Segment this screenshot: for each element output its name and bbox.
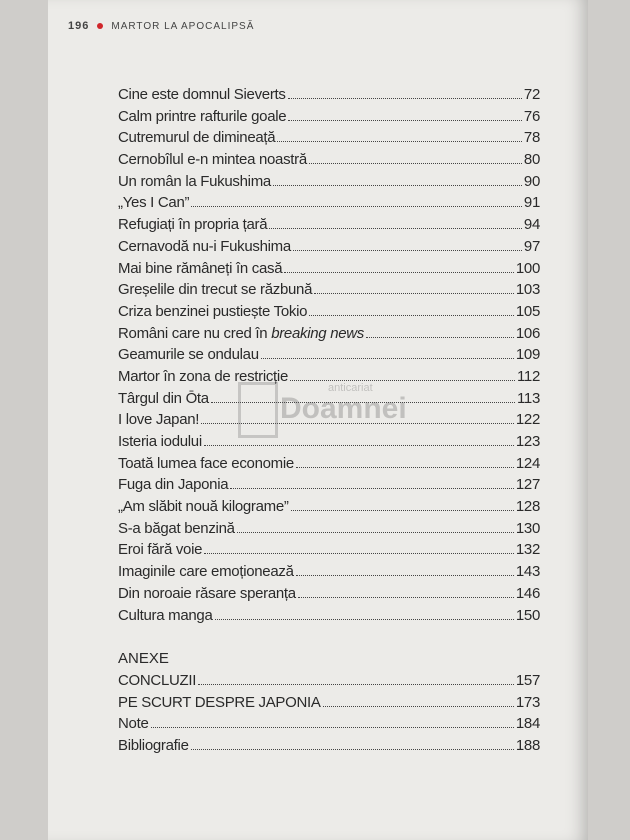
toc-page-number: 143 [515,563,540,581]
toc-row [118,455,540,477]
toc-title: Cultura manga [118,606,213,624]
toc-page-number: 94 [523,216,540,234]
dot-leader [277,141,522,142]
toc-page-number: 80 [523,151,540,169]
toc-title: Bibliografie [118,736,189,754]
toc-row [118,346,540,368]
toc-title: Eroi fără voie [118,541,203,559]
toc-page-number: 90 [523,172,540,190]
dot-leader [237,532,514,533]
dot-leader [230,488,514,489]
toc-title: I love Japan! [118,411,200,429]
toc-row [118,715,540,737]
dot-leader [323,706,514,707]
toc-title: Toată lumea face economie [118,454,294,472]
toc-title: Geamurile se ondulau [118,346,259,364]
dot-leader [273,185,522,186]
toc-row [118,585,540,607]
toc-page-number: 113 [516,389,540,407]
book-page [48,0,588,840]
toc-row [118,476,540,498]
dot-leader [309,163,522,164]
toc-page-number: 97 [523,237,540,255]
toc-title: Note [118,715,149,733]
page-number: 196 [68,20,90,32]
dot-leader [298,597,514,598]
toc-title: Calm printre rafturile goale [118,107,287,125]
red-dot-icon [97,23,103,29]
toc-row [118,737,540,759]
toc-page-number: 106 [515,324,540,342]
toc-title: „Am slăbit nouă kilograme” [118,498,289,516]
toc-page-number: 150 [515,606,540,624]
toc-row [118,173,540,195]
watermark-logo [238,382,438,442]
dot-leader [288,120,522,121]
section-heading: ANEXE [118,650,169,668]
toc-row [118,672,540,694]
toc-title: Din noroaie răsare speranța [118,584,296,602]
toc-title: Români care nu cred în breaking news [118,324,365,342]
toc-row [118,303,540,325]
toc-title: Cutremurul de dimineață [118,129,276,147]
toc-title: Criza benzinei pustiește Tokio [118,302,308,320]
toc-row [118,520,540,542]
toc-page-number: 100 [515,259,540,277]
dot-leader [215,619,514,620]
toc-title: Cernavodă nu-i Fukushima [118,237,291,255]
dot-leader [288,98,522,99]
toc-title: Imaginile care emoționează [118,563,294,581]
toc-title: Isteria iodului [118,433,202,450]
toc-title-italic: breaking news [271,324,365,342]
toc-row [118,260,540,282]
dot-leader [296,467,514,468]
toc-row [118,238,540,260]
toc-row [118,194,540,216]
toc-row [118,541,540,563]
toc-page-number: 78 [523,129,540,147]
toc-row [118,281,540,303]
dot-leader [309,315,514,316]
toc-page-number: 109 [515,346,540,364]
toc-title: Fuga din Japonia [118,476,229,494]
dot-leader [151,727,514,728]
toc-page-number: 184 [515,715,540,733]
toc-title: S-a băgat benzină [118,519,235,537]
toc-row [118,607,540,629]
toc-page-number: 128 [515,498,540,516]
toc-page-number: 123 [515,433,540,450]
toc-entries [118,86,540,628]
dot-leader [293,250,522,251]
toc-page-number: 103 [515,281,540,299]
toc-row [118,151,540,173]
toc-page-number: 72 [523,86,540,103]
toc-title: Mai bine rămâneți în casă [118,259,283,277]
running-header [68,20,254,32]
toc-page-number: 112 [516,367,540,385]
toc-page-number: 105 [515,302,540,320]
toc-row [118,86,540,108]
dot-leader [198,684,514,685]
toc-row [118,129,540,151]
dot-leader [204,553,514,554]
toc-title: Un român la Fukushima [118,172,271,190]
watermark-line1: anticariat [328,382,373,394]
dot-leader [291,510,514,511]
toc-title: Târgul din Ōta [118,389,209,407]
toc-row [118,498,540,520]
toc-page-number: 127 [515,476,540,494]
dot-leader [314,293,514,294]
toc-title: Refugiați în propria țară [118,216,268,234]
dot-leader [269,228,522,229]
toc-row [118,694,540,716]
toc-title: PE SCURT DESPRE JAPONIA [118,693,321,711]
dot-leader [284,272,514,273]
toc-page-number: 91 [523,194,540,212]
annex-entries [118,672,540,759]
toc-page-number: 130 [515,519,540,537]
toc-page-number: 122 [515,411,540,429]
toc-page-number: 173 [515,693,540,711]
toc-row [118,216,540,238]
toc-title: Greșelile din trecut se răzbună [118,281,313,299]
dot-leader [261,358,514,359]
toc-page-number: 157 [515,671,540,689]
toc-page-number: 124 [515,454,540,472]
dot-leader [191,749,514,750]
toc-page-number: 188 [515,736,540,754]
toc-title: Cernobîlul e-n mintea noastră [118,151,307,169]
dot-leader [204,445,514,446]
toc-row [118,325,540,347]
toc-title: „Yes I Can” [118,194,190,212]
dot-leader [191,206,522,207]
toc-title: Martor în zona de restricție [118,367,289,385]
toc-page-number: 146 [515,584,540,602]
watermark-line2: Doamnei [280,392,407,425]
dot-leader [366,337,514,338]
toc-title: CONCLUZII [118,671,197,689]
toc-row [118,108,540,130]
dot-leader [296,575,514,576]
toc-title: Cine este domnul Sieverts [118,86,286,103]
toc-page-number: 132 [515,541,540,559]
toc-row [118,563,540,585]
dot-leader [290,380,515,381]
running-title: MARTOR LA APOCALIPSĂ [111,20,255,32]
toc-page-number: 76 [523,107,540,125]
watermark-frame [238,382,278,438]
